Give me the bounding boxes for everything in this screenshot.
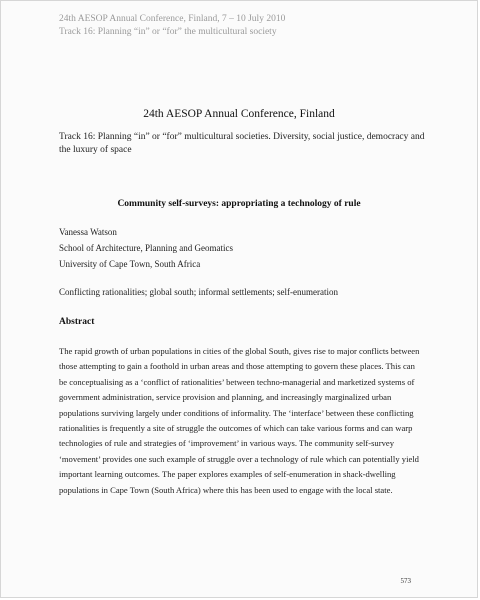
paper-title: Community self-surveys: appropriating a technology of rule — [117, 199, 361, 209]
running-header — [59, 13, 285, 39]
abstract-line: ‘movement’ provides one such example of struggle over a technology of rule which can potentially yield — [59, 453, 419, 464]
author-name: Vanessa Watson — [59, 227, 117, 237]
running-header-line-2: Track 16: Planning “in” or “for” the multicultural society — [59, 27, 277, 37]
abstract-heading: Abstract — [59, 317, 95, 327]
author-school: School of Architecture, Planning and Geomatics — [59, 243, 233, 253]
abstract-line: those attempting to gain a foothold in urban areas and those attempting to govern these places. This can — [59, 361, 415, 372]
abstract-line: populations surviving largely under conditions of informality. The ‘interface’ between these conflicting — [59, 407, 414, 418]
abstract-line: government administration, service provision and planning, and increasingly marginalized urban — [59, 392, 392, 403]
author-block — [59, 224, 233, 272]
conference-title: 24th AESOP Annual Conference, Finland — [143, 108, 335, 120]
page-number: 573 — [400, 577, 411, 585]
abstract-line: populations in Cape Town (South Africa) where this has been used to engage with the local state. — [59, 484, 393, 495]
abstract-line: technologies of rule and strategies of ‘improvement’ in various ways. The community self-survey — [59, 438, 394, 449]
abstract-line: important learning outcomes. The paper explores examples of self-enumeration in shack-dwelling — [59, 469, 396, 480]
running-header-line-1: 24th AESOP Annual Conference, Finland, 7 – 10 July 2010 — [59, 14, 286, 24]
abstract-line: rationalities is frequently a site of struggle the outcomes of which can take various forms and can warp — [59, 423, 413, 434]
abstract-line: The rapid growth of urban populations in cities of the global South, gives rise to major conflicts between — [59, 346, 420, 356]
track-description: Track 16: Planning “in” or “for” multicultural societies. Diversity, social justice, democracy and the luxury of space — [59, 132, 425, 155]
abstract-body — [59, 344, 431, 498]
author-university: University of Cape Town, South Africa — [59, 259, 201, 269]
abstract-line: be conceptualising as a ‘conflict of rationalities’ between techno-managerial and marketized systems of — [59, 376, 415, 387]
keywords: Conflicting rationalities; global south; informal settlements; self-enumeration — [59, 287, 338, 297]
